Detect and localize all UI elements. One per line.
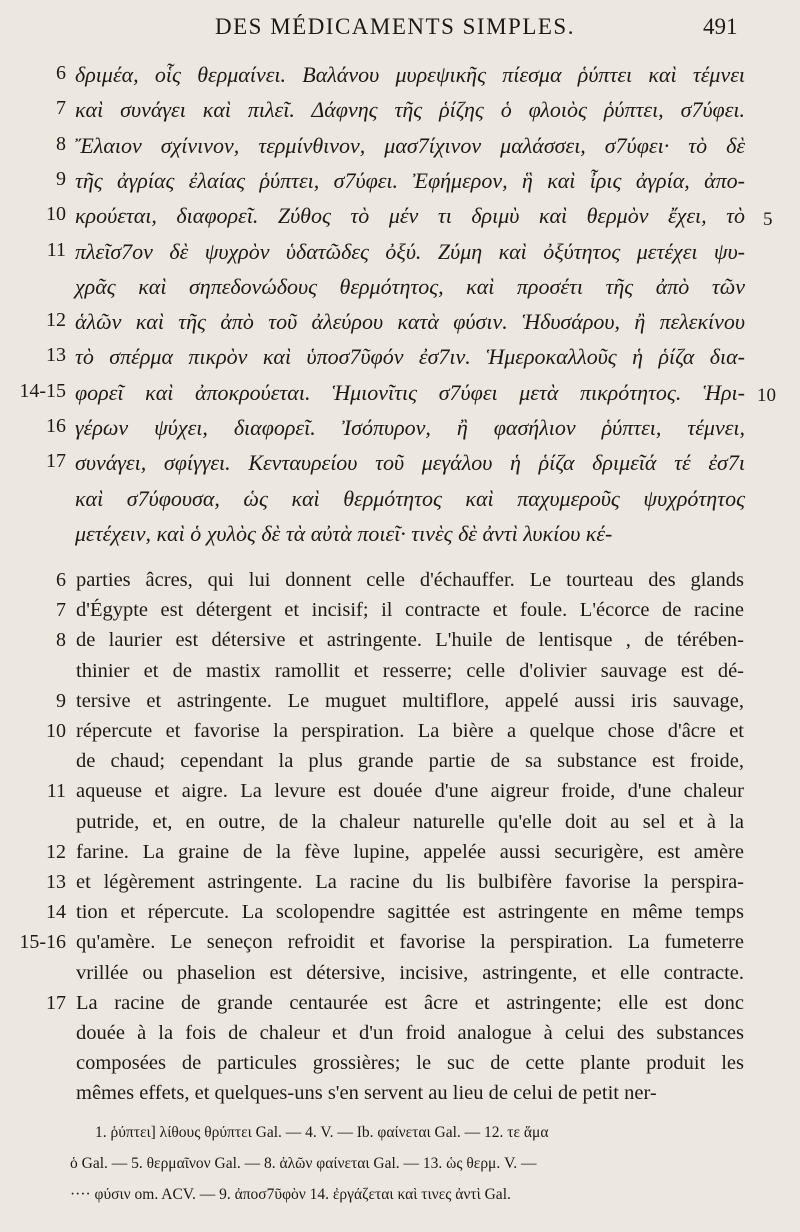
text-line: putride, et, en outre, de la chaleur naturelle qu'elle doit au sel et à la (76, 810, 744, 833)
text-line: τῆς ἀγρίας ἐλαίας ῥύπτει, σ7ύφει. Ἐφήμερον, ἣ καὶ ἶρις ἀγρία, ἀπο- (75, 167, 745, 193)
french-line (0, 931, 800, 961)
footnote-text: ···· φύσιν om. ACV. — 9. ἀποσ7ῦφὸν 14. ἐργάζεται καὶ τινες ἀντὶ Gal. (70, 1186, 511, 1203)
text-line: ἁλῶν καὶ τῆς ἀπὸ τοῦ ἀλεύρου κατὰ φύσιν. Ἡδυσάρου, ἢ πελεκίνου (75, 309, 745, 335)
greek-line (0, 239, 800, 274)
text-line: Ἔλαιον σχίνινον, τερμίνθινον, μασ7ίχινον μαλάσσει, σ7ύφει· τὸ δὲ (75, 132, 745, 158)
footnote-text: 1. ῥύπτει] λίθους θρύπτει Gal. — 4. V. — Ib. φαίνεται Gal. — 12. τε ἅμα (95, 1124, 549, 1141)
french-line (0, 871, 800, 901)
line-number: 11 (46, 238, 66, 261)
line-number: 6 (56, 569, 66, 591)
french-line (0, 1022, 800, 1052)
french-line (0, 599, 800, 629)
french-line (0, 569, 800, 599)
greek-line (0, 521, 800, 556)
text-line: d'Égypte est détergent et incisif; il contracte et foule. L'écorce de racine (76, 599, 744, 622)
text-line: thinier et de mastix ramollit et resserre; celle d'olivier sauvage est dé- (76, 659, 744, 682)
line-number: 7 (56, 599, 66, 622)
text-line: συνάγει, σφίγγει. Κενταυρείου τοῦ μεγάλου ἡ ῥίζα δριμεῖά τέ ἐσ7ι (75, 450, 745, 476)
line-number: 9 (56, 167, 66, 190)
french-line (0, 811, 800, 841)
text-line: καὶ σ7ύφουσα, ὡς καὶ θερμότητος καὶ παχυμεροῦς ψυχρότητος (75, 485, 745, 511)
text-line: douée à la fois de chaleur et d'un froid analogue à celui des substances (76, 1022, 744, 1044)
line-number: 6 (56, 62, 66, 84)
line-number: 12 (46, 840, 66, 863)
french-line (0, 780, 800, 810)
greek-line (0, 97, 800, 132)
text-line: κρούεται, διαφορεῖ. Ζύθος τὸ μέν τι δριμὺ καὶ θερμὸν ἔχει, τὸ (75, 203, 745, 229)
line-number: 15-16 (19, 931, 66, 954)
greek-line (0, 450, 800, 485)
french-line (0, 962, 800, 992)
french-line (0, 1082, 800, 1112)
line-number: 8 (56, 629, 66, 652)
text-line: τὸ σπέρμα πικρὸν καὶ ὑποσ7ῦφόν ἐσ7ιν. Ἡμεροκαλλοῦς ἡ ῥίζα δια- (75, 344, 745, 370)
text-line: μετέχειν, καὶ ὁ χυλὸς δὲ τὰ αὐτὰ ποιεῖ· τινὲς δὲ ἀντὶ λυκίου κέ- (75, 520, 613, 546)
text-line: aqueuse et aigre. La levure est douée d'une aigreur froide, d'une chaleur (76, 780, 744, 803)
greek-line (0, 309, 800, 344)
line-number: 13 (46, 871, 66, 893)
line-number: 8 (56, 132, 66, 155)
line-number: 7 (56, 97, 66, 120)
text-line: composées de particules grossières; le suc de cette plante produit les (76, 1052, 744, 1075)
line-number: 11 (46, 780, 66, 803)
page-header (0, 14, 800, 48)
text-line: parties âcres, qui lui donnent celle d'échauffer. Le tourteau des glands (76, 569, 744, 591)
french-line (0, 690, 800, 720)
text-line: πλεῖσ7ον δὲ ψυχρὸν ὑδατῶδες ὀξύ. Ζύμη καὶ ὀξύτητος μετέχει ψυ- (75, 238, 745, 264)
greek-line (0, 415, 800, 450)
text-line: tion et répercute. La scolopendre sagittée est astringente en même temps (76, 901, 744, 924)
line-number: 16 (46, 415, 66, 437)
text-line: qu'amère. Le seneçon refroidit et favorise la perspiration. La fumeterre (76, 931, 744, 954)
french-line (0, 841, 800, 871)
french-line (0, 660, 800, 690)
greek-line (0, 203, 800, 238)
line-number: 9 (56, 689, 66, 712)
greek-line (0, 168, 800, 203)
text-line: γέρων ψύχει, διαφορεῖ. Ἰσόπυρον, ἢ φασήλιον ῥύπτει, τέμνει, (75, 415, 745, 440)
line-number: 10 (46, 203, 66, 226)
text-line: φορεῖ καὶ ἀποκρούεται. Ἡμιονῖτις σ7ύφει μετὰ πικρότητος. Ἡρι- (75, 379, 745, 405)
page-number: 491 (703, 14, 738, 39)
french-line (0, 750, 800, 780)
running-title: DES MÉDICAMENTS SIMPLES. (215, 14, 575, 39)
line-number: 17 (46, 991, 66, 1014)
french-line (0, 629, 800, 659)
greek-line (0, 133, 800, 168)
line-number: 12 (46, 309, 66, 332)
text-line: χρᾶς καὶ σηπεδονώδους θερμότητος, καὶ προσέτι τῆς ἀπὸ τῶν (75, 273, 745, 299)
line-number: 13 (46, 344, 66, 367)
text-line: mêmes effets, et quelques-uns s'en servent au lieu de celui de petit ner- (76, 1082, 657, 1105)
greek-line (0, 380, 800, 415)
text-line: de laurier est détersive et astringente. L'huile de lentisque , de térében- (76, 629, 744, 652)
text-line: La racine de grande centaurée est âcre et astringente; elle est donc (76, 991, 744, 1014)
greek-line (0, 62, 800, 97)
french-line (0, 901, 800, 931)
text-line: de chaud; cependant la plus grande partie de sa substance est froide, (76, 750, 744, 773)
margin-number: 10 (757, 385, 776, 406)
line-number: 14 (46, 901, 66, 924)
line-number: 14-15 (19, 379, 66, 402)
text-line: farine. La graine de la fève lupine, appelée aussi securigère, est amère (76, 840, 744, 863)
greek-line (0, 344, 800, 379)
margin-number: 5 (763, 209, 773, 230)
text-line: répercute et favorise la perspiration. La bière a quelque chose d'âcre et (76, 720, 744, 742)
french-line (0, 1052, 800, 1082)
greek-line (0, 274, 800, 309)
line-number: 10 (46, 720, 66, 742)
footnote-text: ὁ Gal. — 5. θερμαῖνον Gal. — 8. ἀλῶν φαίνεται Gal. — 13. ὡς θερμ. V. — (70, 1155, 537, 1172)
text-line: vrillée ou phaselion est détersive, incisive, astringente, et elle contracte. (76, 961, 744, 984)
text-line: καὶ συνάγει καὶ πιλεῖ. Δάφνης τῆς ῥίζης ὁ φλοιὸς ῥύπτει, σ7ύφει. (75, 97, 745, 123)
line-number: 17 (46, 450, 66, 473)
text-line: et légèrement astringente. La racine du lis bulbifère favorise la perspira- (76, 871, 744, 893)
greek-line (0, 486, 800, 521)
french-line (0, 720, 800, 750)
french-line (0, 992, 800, 1022)
text-line: δριμέα, οἷς θερμαίνει. Βαλάνου μυρεψικῆς πίεσμα ῥύπτει καὶ τέμνει (75, 62, 745, 87)
text-line: tersive et astringente. Le muguet multiflore, appelé aussi iris sauvage, (76, 689, 744, 712)
